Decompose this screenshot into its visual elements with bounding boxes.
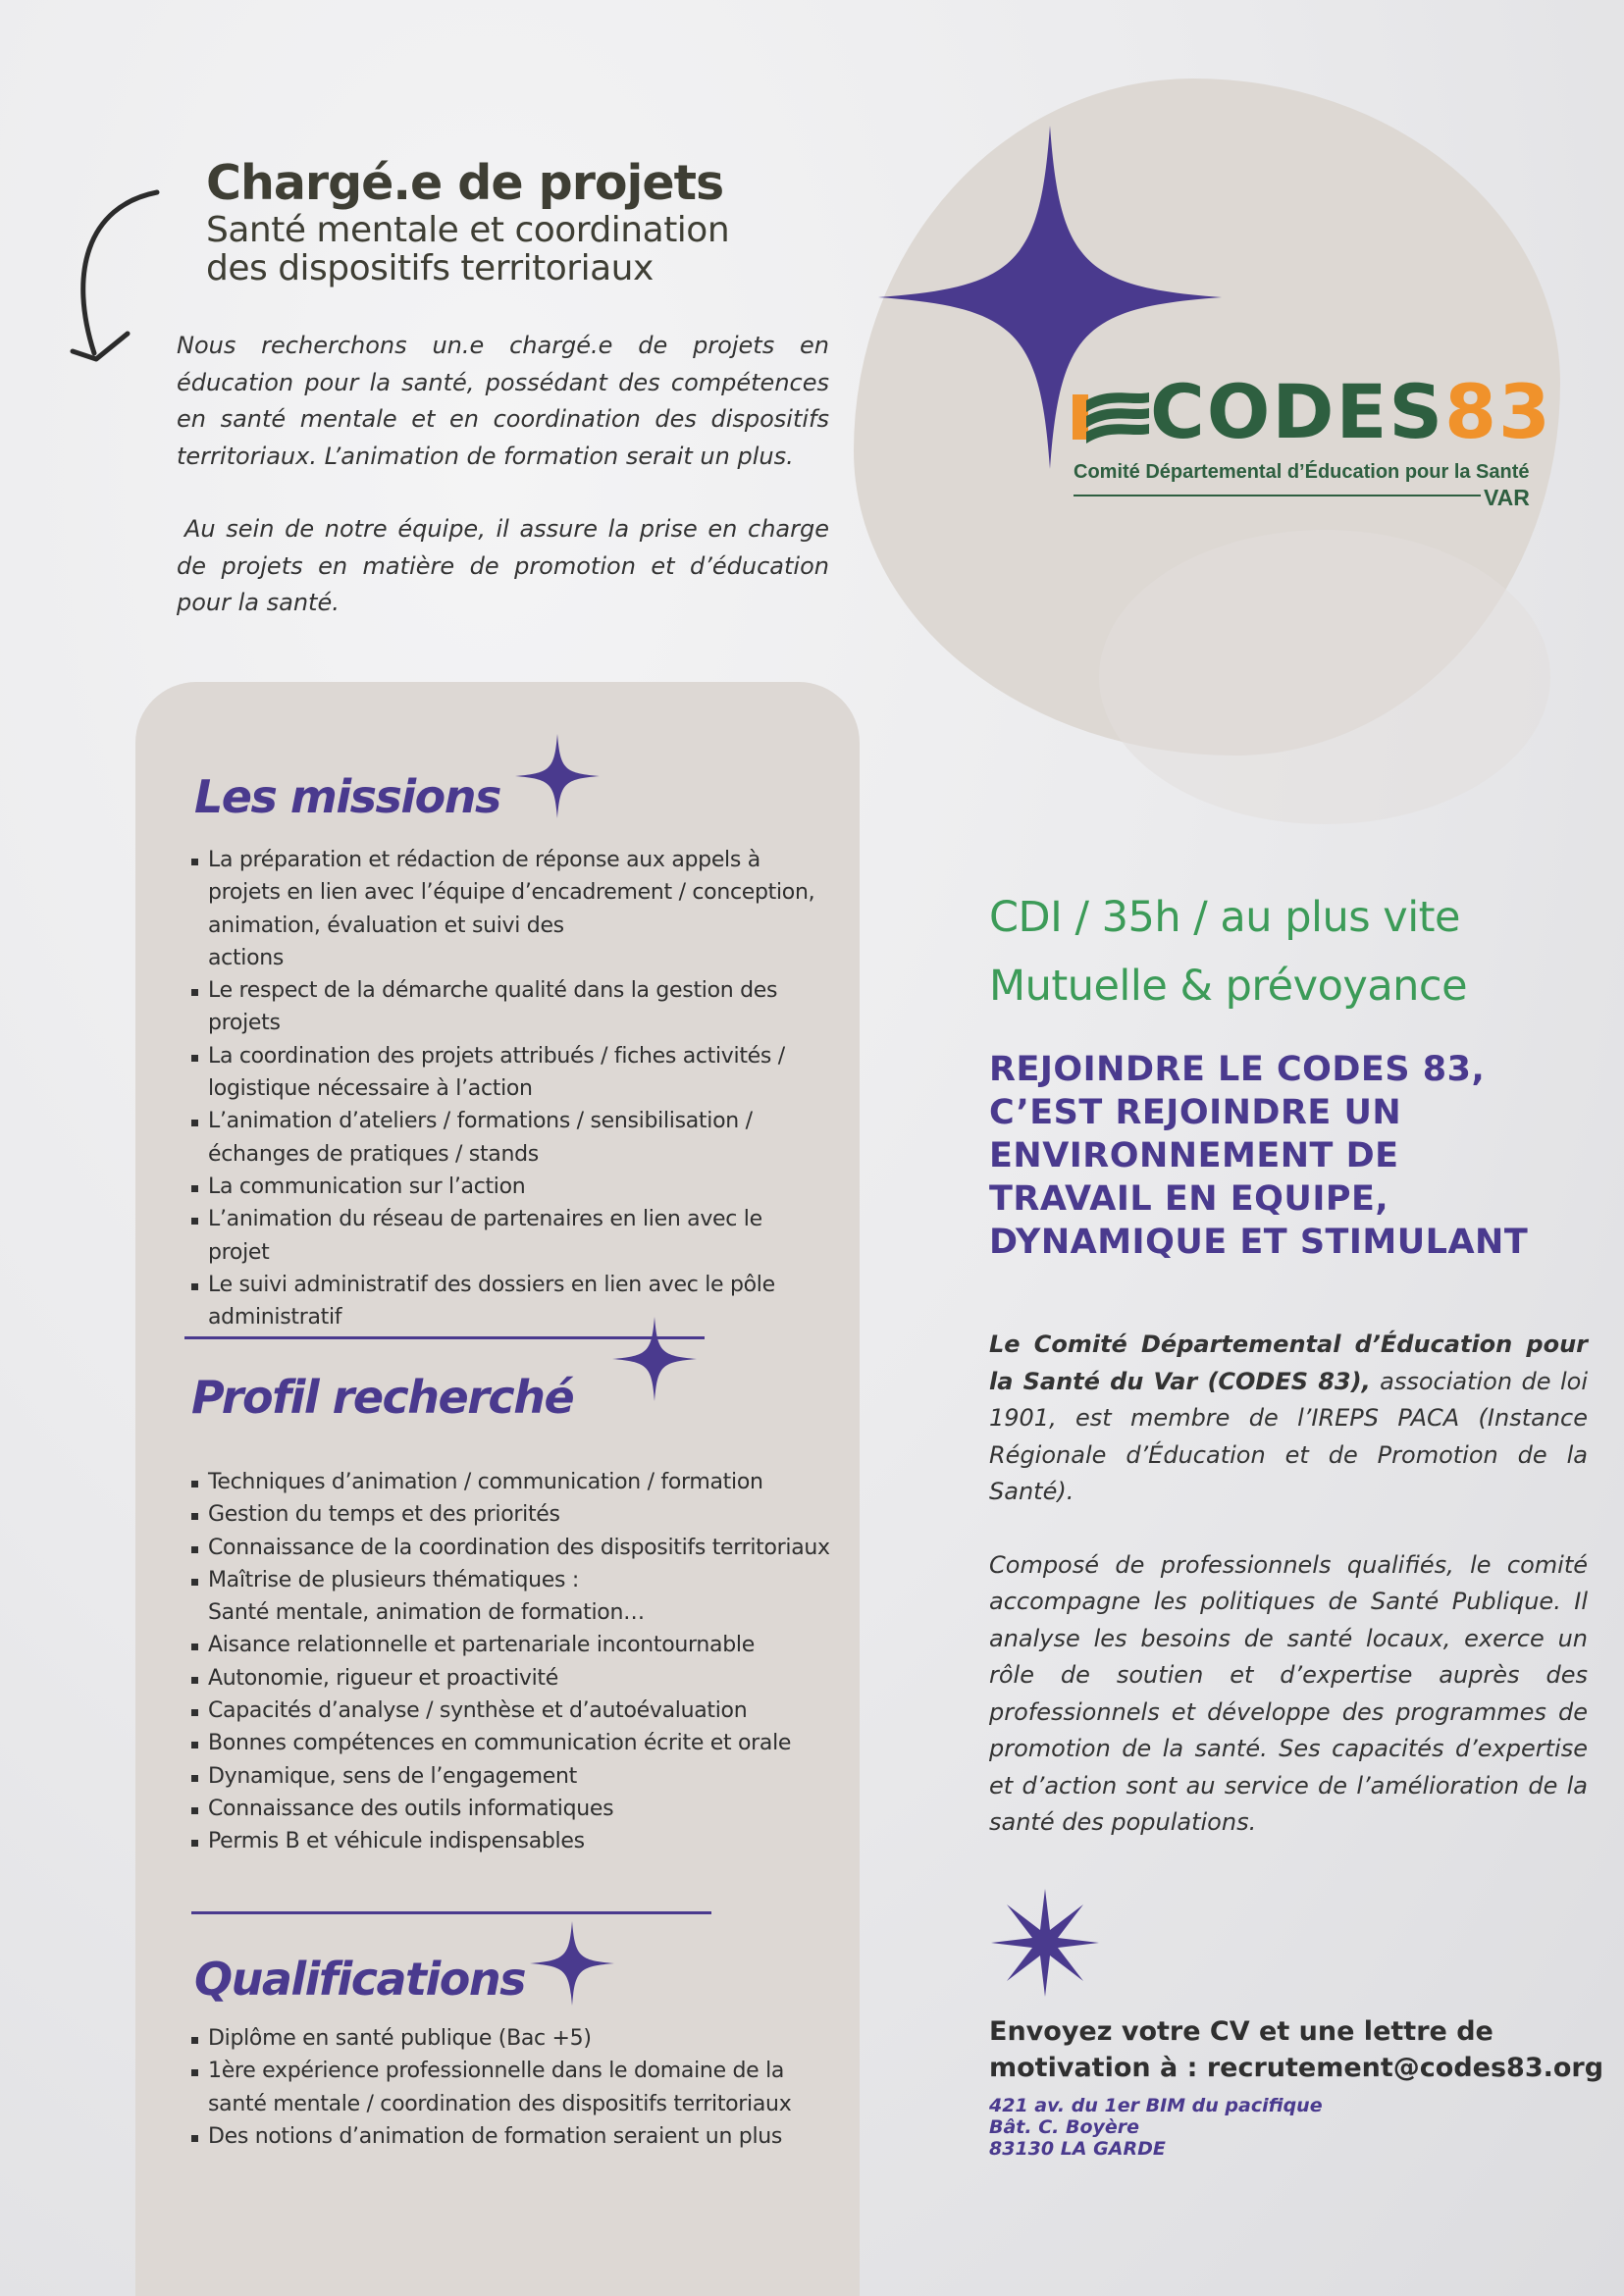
list-item bbox=[191, 1171, 859, 1203]
list-item bbox=[191, 1662, 859, 1695]
curved-arrow-icon bbox=[67, 186, 175, 373]
rejoindre-line-5: DYNAMIQUE ET STIMULANT bbox=[989, 1223, 1529, 1262]
list-item-line: Connaissance de la coordination des dispositifs territoriaux bbox=[208, 1535, 830, 1560]
contract-line-1: CDI / 35h / au plus vite bbox=[989, 893, 1460, 942]
list-item bbox=[191, 1498, 859, 1531]
asterisk-star-icon bbox=[991, 1889, 1099, 1997]
list-item-line: Diplôme en santé publique (Bac +5) bbox=[208, 2026, 592, 2051]
list-item bbox=[191, 2055, 859, 2120]
list-item-line: Maîtrise de plusieurs thématiques : bbox=[208, 1567, 579, 1592]
list-item-line: Capacités d’analyse / synthèse et d’autoévaluation bbox=[208, 1698, 748, 1724]
list-item bbox=[191, 1727, 859, 1759]
qualifications-star-icon bbox=[530, 1921, 614, 2006]
title-block bbox=[206, 157, 893, 288]
logo-underline bbox=[1074, 495, 1481, 496]
logo-region: VAR bbox=[1484, 485, 1530, 510]
codes83-logo bbox=[1070, 368, 1552, 520]
about-paragraph-1-rest: association de loi 1901, est membre de l’IREPS PACA (Instance Régionale d’Éducation et de Promotion de la Santé). bbox=[989, 1367, 1588, 1505]
address-line-2: Bât. C. Boyère bbox=[989, 2116, 1140, 2138]
intro-text bbox=[177, 328, 829, 622]
list-item bbox=[191, 974, 859, 1040]
list-item bbox=[191, 1760, 859, 1793]
about-paragraph-2: Composé de professionnels qualifiés, le comité accompagne les politiques de Santé Publique. Il analyse les besoins de santé locaux, exerce un rôle de soutien et d’expertise auprès des professionnels et développe des programmes de promotion de la santé. Ses capacités d’expertise et d’action sont au service de l’amélioration de la santé des populations. bbox=[989, 1550, 1588, 1836]
about-org-name: Le Comité Départemental d’Éducation pour la Santé du Var (CODES 83), bbox=[989, 1331, 1588, 1395]
missions-star-icon bbox=[515, 734, 600, 818]
profil-star-icon bbox=[612, 1317, 697, 1401]
list-item bbox=[191, 1105, 859, 1171]
contact-line-2: motivation à : recrutement@codes83.org bbox=[989, 2053, 1604, 2083]
address-line-3: 83130 LA GARDE bbox=[989, 2138, 1166, 2160]
list-item-line: Le suivi administratif des dossiers en lien avec le pôle bbox=[208, 1272, 775, 1297]
codes83-logo-mark-icon bbox=[1073, 391, 1151, 444]
list-item-line: Autonomie, rigueur et proactivité bbox=[208, 1665, 558, 1691]
missions-heading: Les missions bbox=[194, 770, 500, 823]
list-item-line: La préparation et rédaction de réponse aux appels à bbox=[208, 848, 760, 872]
profil-divider bbox=[191, 1911, 711, 1914]
list-item bbox=[191, 1793, 859, 1825]
list-item-line: La communication sur l’action bbox=[208, 1174, 526, 1199]
list-item-line: administratif bbox=[208, 1305, 342, 1331]
list-item-line: Bonnes compétences en communication écrite et orale bbox=[208, 1731, 792, 1756]
logo-subtitle: Comité Départemental d’Éducation pour la Santé bbox=[1074, 461, 1530, 483]
qualifications-heading: Qualifications bbox=[194, 1953, 526, 2006]
list-item-line: Techniques d’animation / communication / formation bbox=[208, 1470, 763, 1494]
list-item bbox=[191, 1825, 859, 1857]
list-item-line: L’animation d’ateliers / formations / sensibilisation / bbox=[208, 1109, 753, 1134]
list-item-line: logistique nécessaire à l’action bbox=[208, 1076, 533, 1102]
list-item bbox=[191, 1564, 859, 1630]
contract-info bbox=[989, 883, 1467, 1020]
list-item bbox=[191, 1532, 859, 1564]
list-item-line: Le respect de la démarche qualité dans la gestion des bbox=[208, 978, 778, 1004]
list-item-line: 1ère expérience professionnelle dans le domaine de la bbox=[208, 2059, 785, 2084]
rejoindre-block bbox=[989, 1048, 1578, 1264]
rejoindre-line-1: REJOINDRE LE CODES 83, bbox=[989, 1050, 1486, 1089]
list-item bbox=[191, 1203, 859, 1269]
list-item-line: Gestion du temps et des priorités bbox=[208, 1502, 560, 1528]
qualifications-list bbox=[191, 2022, 859, 2153]
profil-heading: Profil recherché bbox=[191, 1371, 574, 1424]
list-item-line: animation, évaluation et suivi des bbox=[208, 913, 564, 938]
rejoindre-line-2: C’EST REJOINDRE UN bbox=[989, 1093, 1402, 1132]
list-item bbox=[191, 844, 859, 974]
list-item-line: santé mentale / coordination des dispositifs territoriaux bbox=[208, 2091, 792, 2116]
logo-number: 83 bbox=[1444, 368, 1552, 455]
intro-paragraph-2: Au sein de notre équipe, il assure la prise en charge de projets en matière de promotion et d’éducation pour la santé. bbox=[177, 515, 829, 616]
list-item-line: Aisance relationnelle et partenariale incontournable bbox=[208, 1633, 755, 1658]
list-item-line: Dynamique, sens de l’engagement bbox=[208, 1763, 578, 1789]
list-item-line: Permis B et véhicule indispensables bbox=[208, 1829, 585, 1854]
logo-wordmark bbox=[1150, 368, 1552, 455]
list-item-line: Santé mentale, animation de formation… bbox=[208, 1600, 645, 1626]
contact-info bbox=[989, 2013, 1603, 2086]
subtitle-line-2: des dispositifs territoriaux bbox=[206, 248, 654, 289]
list-item bbox=[191, 1040, 859, 1106]
list-item-line: Des notions d’animation de formation seraient un plus bbox=[208, 2123, 783, 2149]
intro-paragraph-1: Nous recherchons un.e chargé.e de projets en éducation pour la santé, possédant des compétences en santé mentale et en coordination des dispositifs territoriaux. L’animation de formation serait un plus. bbox=[177, 332, 829, 470]
page-title: Chargé.e de projets bbox=[206, 155, 724, 211]
profil-list bbox=[191, 1466, 859, 1858]
list-item-line: La coordination des projets attribués / fiches activités / bbox=[208, 1043, 785, 1069]
postal-address bbox=[989, 2095, 1323, 2160]
contract-line-2: Mutuelle & prévoyance bbox=[989, 962, 1468, 1011]
list-item bbox=[191, 1629, 859, 1661]
list-item-line: actions bbox=[208, 945, 285, 970]
missions-list bbox=[191, 844, 859, 1333]
list-item-line: L’animation du réseau de partenaires en lien avec le bbox=[208, 1207, 762, 1232]
list-item-line: Connaissance des outils informatiques bbox=[208, 1796, 614, 1821]
logo-codes-text: CODES bbox=[1150, 368, 1445, 455]
contact-line-1: Envoyez votre CV et une lettre de bbox=[989, 2016, 1493, 2047]
list-item-line: projets en lien avec l’équipe d’encadrement / conception, bbox=[208, 880, 815, 906]
about-paragraph-1 bbox=[989, 1327, 1588, 1511]
list-item bbox=[191, 2120, 859, 2153]
rejoindre-line-4: TRAVAIL EN EQUIPE, bbox=[989, 1179, 1389, 1219]
list-item-line: projet bbox=[208, 1239, 270, 1265]
list-item-line: échanges de pratiques / stands bbox=[208, 1141, 539, 1167]
background-blob-shadow bbox=[1099, 530, 1550, 824]
list-item bbox=[191, 2022, 859, 2055]
list-item bbox=[191, 1695, 859, 1727]
about-text bbox=[989, 1327, 1588, 1842]
list-item bbox=[191, 1269, 859, 1334]
list-item-line: projets bbox=[208, 1011, 281, 1036]
subtitle-line-1: Santé mentale et coordination bbox=[206, 209, 730, 250]
list-item bbox=[191, 1466, 859, 1498]
address-line-1: 421 av. du 1er BIM du pacifique bbox=[989, 2095, 1323, 2116]
rejoindre-line-3: ENVIRONNEMENT DE bbox=[989, 1136, 1399, 1175]
